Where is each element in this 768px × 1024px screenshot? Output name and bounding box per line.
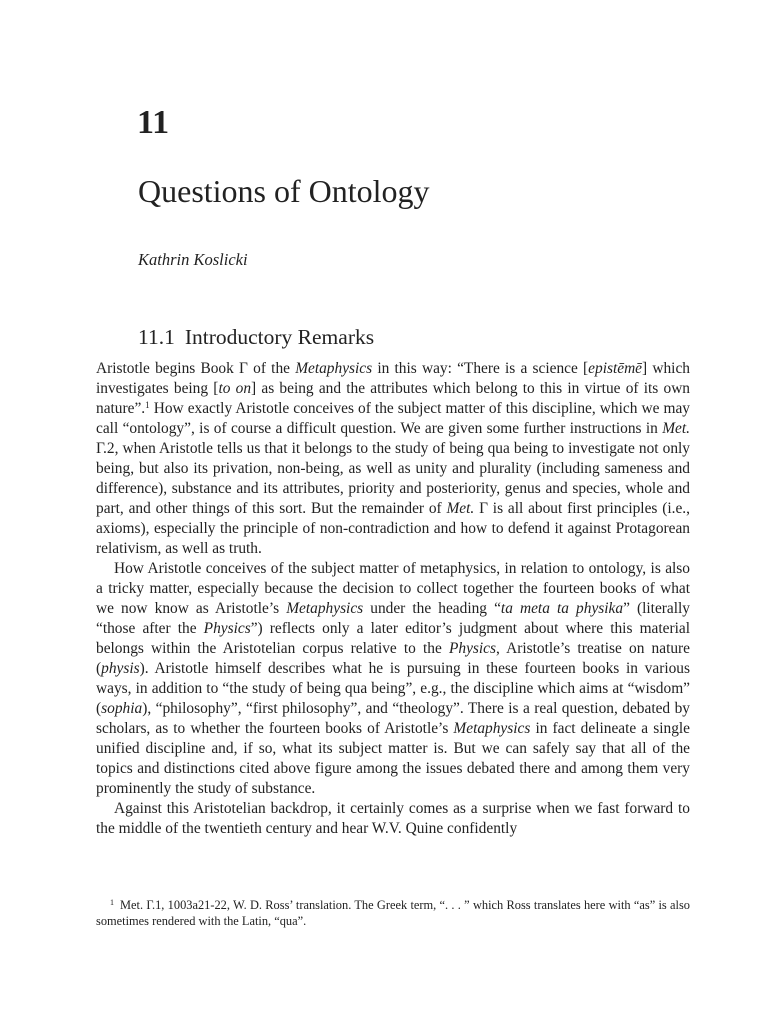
paragraph-text: Aristotle begins Book Γ of the <box>96 360 296 377</box>
italic-text: sophia <box>101 700 143 717</box>
author-name: Kathrin Koslicki <box>138 250 248 269</box>
footnote-text: Met. Γ.1, 1003a21-22, W. D. Ross’ translation. The Greek term, “. . . ” which Ross translates here with “as” is also sometimes rendered with the Latin, “qua”. <box>96 898 690 928</box>
italic-text: Physics <box>203 620 251 637</box>
italic-text: to on <box>218 380 252 397</box>
italic-text: Met. <box>446 500 475 517</box>
section-number: 11.1 <box>138 325 175 349</box>
paragraph-text: ”) reflects only a later editor’s judgment about where this material belongs within the Aristotelian corpus relative to the <box>96 620 690 657</box>
paragraph-text: ). Aristotle himself describes what he is pursuing in these fourteen books in various ways, in addition to “the study of being qua being”, e.g., the discipline which aims at “wisdom” ( <box>96 660 690 717</box>
body-paragraph <box>96 559 690 799</box>
italic-text: Met. <box>662 420 690 437</box>
italic-text: Metaphysics <box>295 360 373 377</box>
italic-text: physis <box>101 660 140 677</box>
section-heading <box>138 325 374 351</box>
paragraph-text: How Aristotle conceives of the subject matter of metaphysics, in relation to ontology, is also a tricky matter, especially because the decision to collect together the fourteen books of what we now know as Aristotle’s <box>96 560 690 617</box>
paragraph-text: Γ is all about first principles (i.e., axioms), especially the principle of non-contradiction and how to defend it against Protagorean relativism, as well as truth. <box>96 500 690 557</box>
paragraph-text: ” (literally “those after the <box>96 600 690 637</box>
chapter-number: 11 <box>137 104 170 141</box>
italic-text: Metaphysics <box>286 600 364 617</box>
italic-text: ta meta ta physika <box>500 600 624 617</box>
italic-text: epistēmē <box>588 360 643 377</box>
italic-text: Metaphysics <box>453 720 531 737</box>
paragraph-text: ] as being and the attributes which belong to this in virtue of its own nature”. <box>96 380 691 417</box>
footnote-marker: 1 <box>110 898 114 907</box>
paragraph-text: How exactly Aristotle conceives of the subject matter of this discipline, which we may call “ontology”, is of course a difficult question. We are given some further instructions in <box>96 400 690 437</box>
paragraph-text: Against this Aristotelian backdrop, it certainly comes as a surprise when we fast forward to the middle of the twentieth century and hear W.V. Quine confidently <box>96 800 690 837</box>
footnote <box>96 897 690 929</box>
body-paragraph <box>96 359 690 559</box>
footnote-reference: 1 <box>145 400 150 410</box>
paragraph-text: ), “philosophy”, “first philosophy”, and “theology”. There is a real question, debated by scholars, as to whether the fourteen books of Aristotle’s <box>96 700 690 737</box>
body-text <box>96 359 690 839</box>
paragraph-text: , Aristotle’s treatise on nature ( <box>96 640 691 677</box>
paragraph-text: in this way: “There is a science [ <box>372 360 589 377</box>
chapter-title: Questions of Ontology <box>138 173 430 209</box>
paragraph-text: Γ.2, when Aristotle tells us that it belongs to the study of being qua being to investigate not only being, but also its privation, non-being, as well as unity and plurality (including sameness and difference), substance and its attributes, priority and posteriority, genus and species, whole and part, and other things of this sort. But the remainder of <box>96 440 690 517</box>
body-paragraph <box>96 799 690 839</box>
italic-text: Physics <box>448 640 496 657</box>
section-title: Introductory Remarks <box>184 325 375 349</box>
paragraph-text: in fact delineate a single unified discipline and, if so, what its subject matter is. But we can safely say that all of the topics and distinctions cited above figure among the issues debated there and among them very prominently the study of substance. <box>96 720 690 797</box>
paragraph-text: ] which investigates being [ <box>96 360 690 397</box>
paragraph-text: under the heading “ <box>363 600 501 617</box>
